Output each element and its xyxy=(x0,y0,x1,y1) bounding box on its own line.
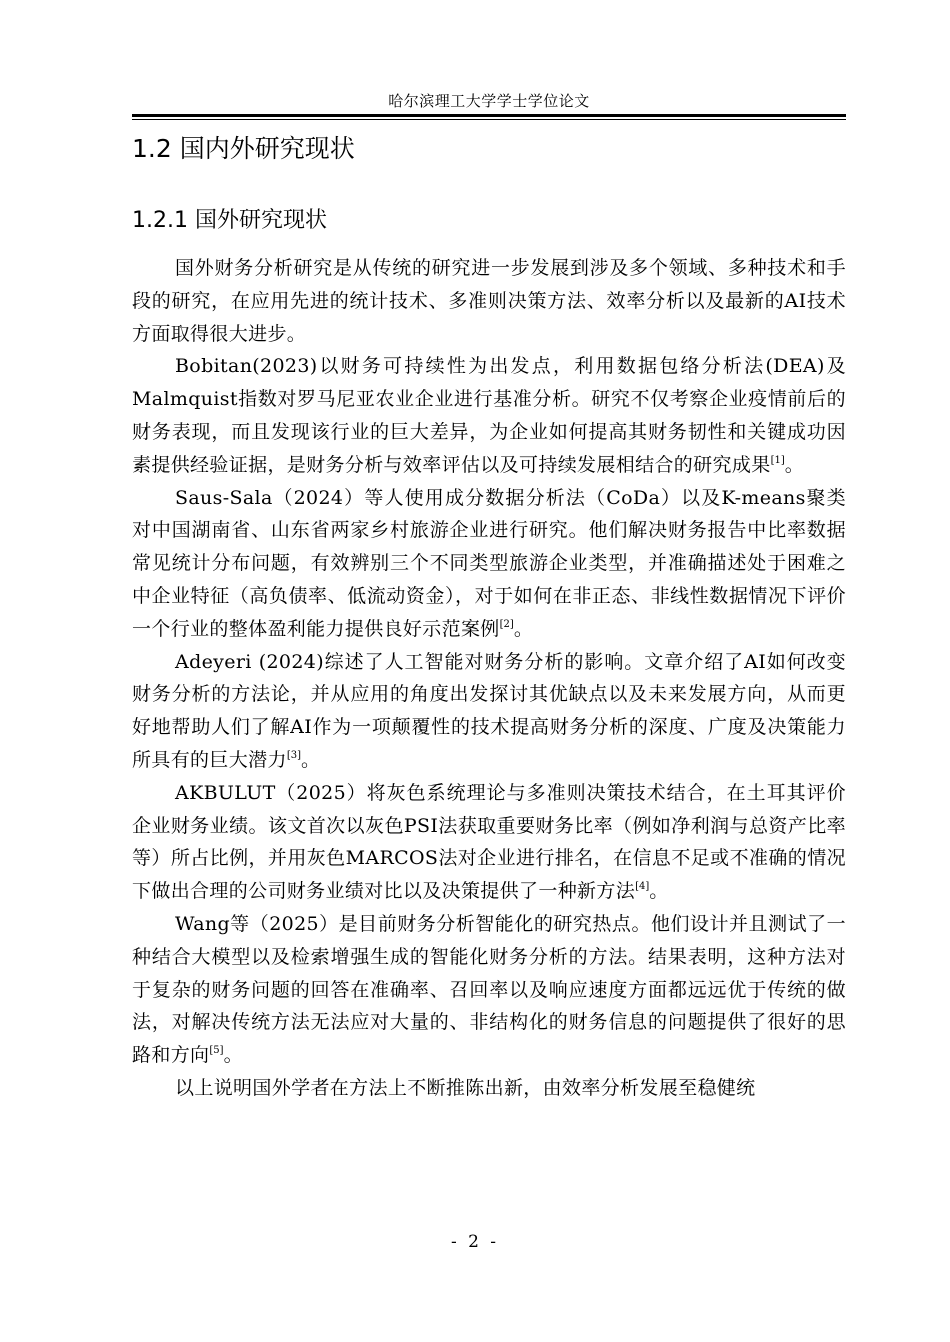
paragraph-intro xyxy=(132,252,846,350)
citation-ref[interactable]: [1] xyxy=(770,454,785,466)
paragraph-tail: 。 xyxy=(513,617,534,640)
running-header: 哈尔滨理工大学学士学位论文 xyxy=(388,92,590,110)
paragraph-text: 国外财务分析研究是从传统的研究进一步发展到涉及多个领域、多种技术和手段的研究，在应用先进的统计技术、多准则决策方法、效率分析以及最新的AI技术方面取得很大进步。 xyxy=(132,257,846,345)
paragraph-tail: 。 xyxy=(784,453,805,476)
header-rule-thin xyxy=(132,119,846,120)
citation-ref[interactable]: [5] xyxy=(209,1045,224,1057)
paragraph-saus-sala xyxy=(132,482,846,646)
citation-ref[interactable]: [3] xyxy=(286,749,301,761)
paragraph-text: 以上说明国外学者在方法上不断推陈出新，由效率分析发展至稳健统 xyxy=(175,1076,756,1099)
paragraph-text: AKBULUT（2025）将灰色系统理论与多准则决策技术结合，在土耳其评价企业财务业绩。该文首次以灰色PSI法获取重要财务比率（例如净利润与总资产比率等）所占比例，并用灰色MARCOS法对企业进行排名，在信息不足或不准确的情况下做出合理的公司财务业绩对比以及决策提供了一种新方法 xyxy=(132,781,846,903)
header-rule-thick xyxy=(132,114,846,117)
paragraph-adeyeri xyxy=(132,646,846,777)
paragraph-tail: 。 xyxy=(300,748,321,771)
paragraph-text: Bobitan(2023)以财务可持续性为出发点，利用数据包络分析法(DEA)及Malmquist指数对罗马尼亚农业企业进行基准分析。研究不仅考察企业疫情前后的财务表现，而且发现该行业的巨大差异，为企业如何提高其财务韧性和关键成功因素提供经验证据，是财务分析与效率评估以及可持续发展相结合的研究成果 xyxy=(132,355,846,476)
paragraph-summary xyxy=(132,1072,846,1105)
page-number: - 2 - xyxy=(450,1232,500,1252)
paragraph-akbulut xyxy=(132,777,846,908)
paragraph-bobitan xyxy=(132,350,846,481)
body-text xyxy=(132,252,846,1105)
section-heading: 1.2 国内外研究现状 xyxy=(132,134,355,163)
paragraph-wang xyxy=(132,908,846,1072)
paragraph-text: Saus-Sala（2024）等人使用成分数据分析法（CoDa）以及K-means聚类对中国湖南省、山东省两家乡村旅游企业进行研究。他们解决财务报告中比率数据常见统计分布问题，有效辨别三个不同类型旅游企业类型，并准确描述处于困难之中企业特征（高负债率、低流动资金），对于如何在非正态、非线性数据情况下评价一个行业的整体盈利能力提供良好示范案例 xyxy=(132,486,846,640)
citation-ref[interactable]: [2] xyxy=(499,618,514,630)
citation-ref[interactable]: [4] xyxy=(635,881,650,893)
subsection-heading: 1.2.1 国外研究现状 xyxy=(132,208,327,233)
paragraph-text: Wang等（2025）是目前财务分析智能化的研究热点。他们设计并且测试了一种结合大模型以及检索增强生成的智能化财务分析的方法。结果表明，这种方法对于复杂的财务问题的回答在准确率、召回率以及响应速度方面都远远优于传统的做法，对解决传统方法无法应对大量的、非结构化的财务信息的问题提供了很好的思路和方向 xyxy=(132,912,846,1067)
paragraph-tail: 。 xyxy=(649,880,669,903)
paragraph-text: Adeyeri (2024)综述了人工智能对财务分析的影响。文章介绍了AI如何改变财务分析的方法论，并从应用的角度出发探讨其优缺点以及未来发展方向，从而更好地帮助人们了解AI作为一项颠覆性的技术提高财务分析的深度、广度及决策能力所具有的巨大潜力 xyxy=(132,650,846,771)
paragraph-tail: 。 xyxy=(223,1044,243,1067)
